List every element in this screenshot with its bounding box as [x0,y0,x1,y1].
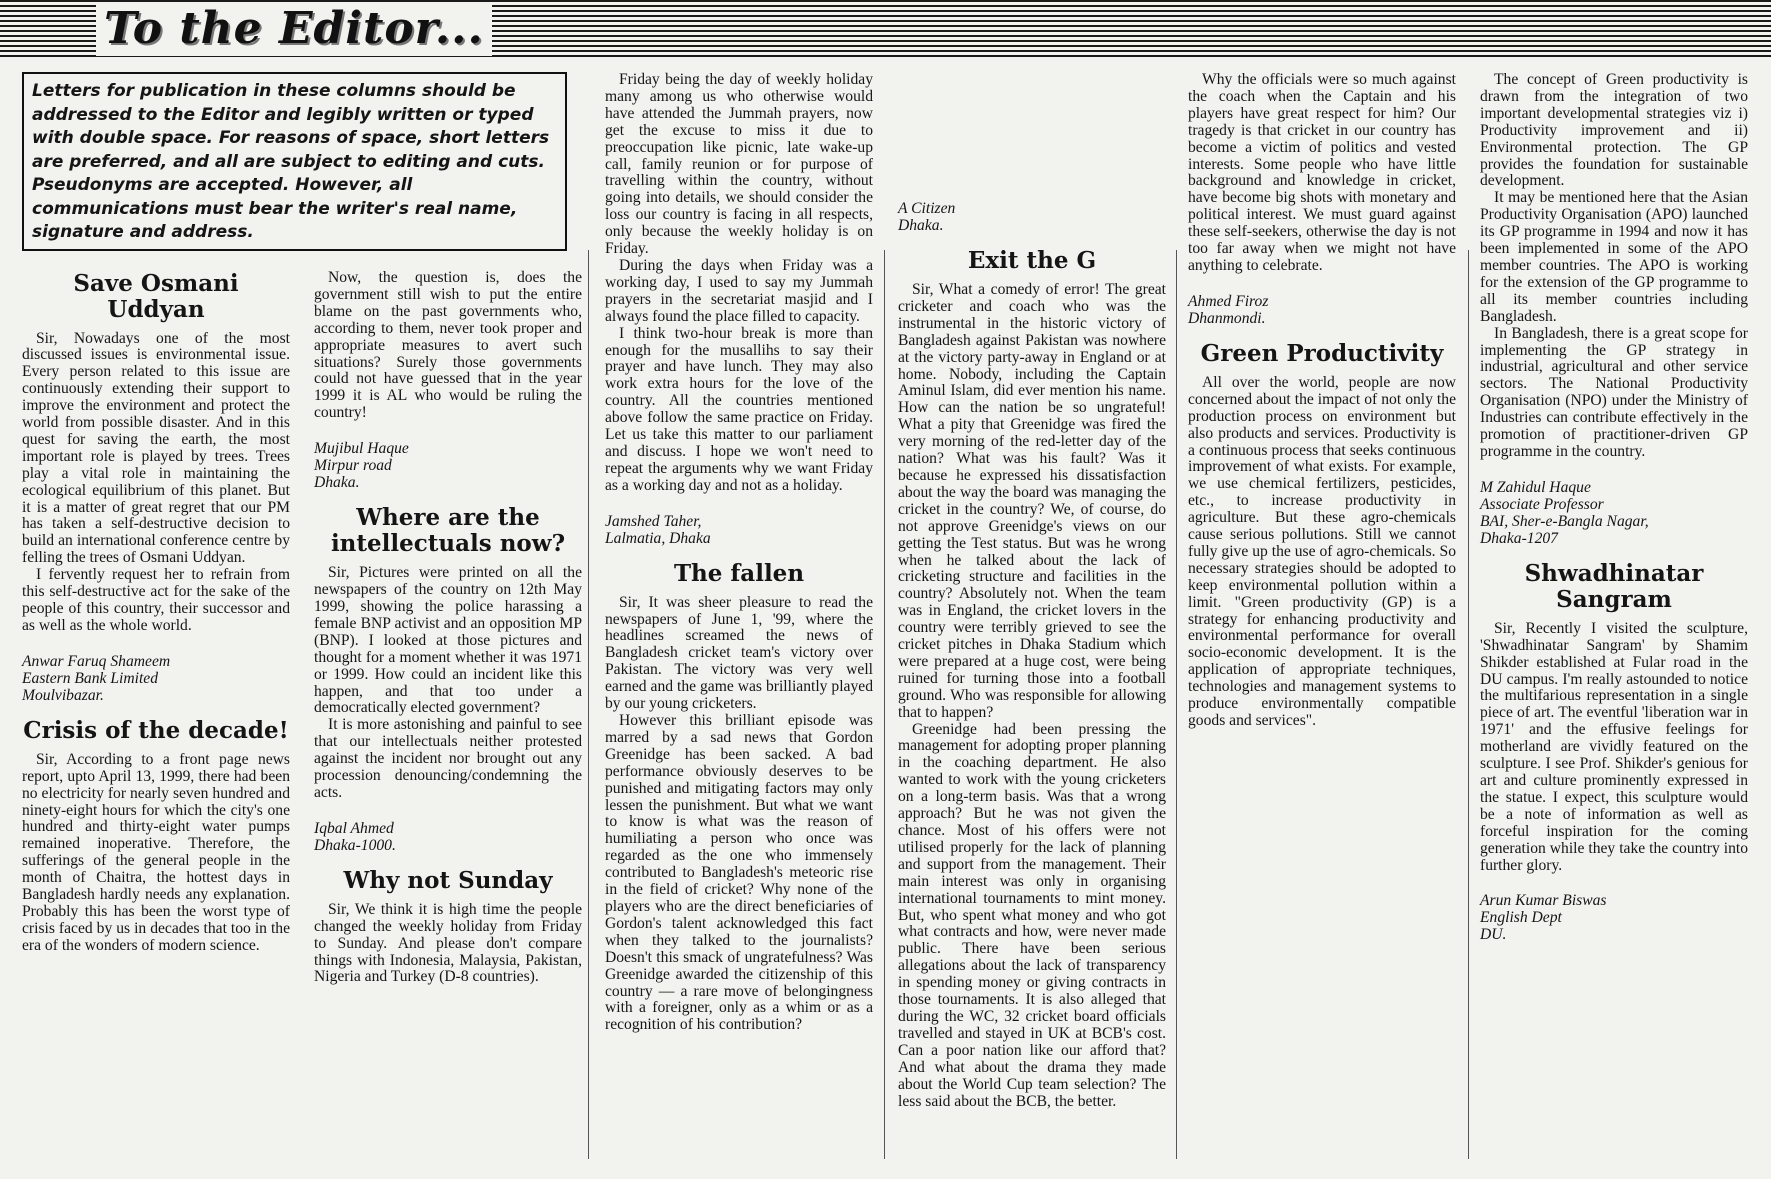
signature-line: Moulvibazar. [22,686,104,704]
letter-body: Now, the question is, does the government still wish to put the entire blame on the past governments who, according to them, never took proper and appropriate measures to avert such situations? Surely those governments could not have guessed that in the year 1999 it is AL who would be ruling the country! [314,269,582,422]
letter-signature [1480,479,1748,547]
column-rule [1176,250,1177,1159]
signature-line: Lalmatia, Dhaka [605,529,711,547]
signature-name: Arun Kumar Biswas [1480,892,1607,910]
column-2 [314,270,582,986]
editor-notice: Letters for publication in these columns should be addressed to the Editor and legibly written or typed with double space. For reasons of space, short letters are preferred, and all are subject to editing and cuts. Pseudonyms are accepted. However, all communications must bear the writer's real name, signature and address. [22,72,567,251]
letter-signature [314,440,582,491]
signature-name: Ahmed Firoz [1188,292,1269,310]
signature-line: Dhaka-1207 [1480,529,1558,547]
letter-body: Sir, Nowadays one of the most discussed issues is environmental issue. Every person related to this issue are continuously extending their support to improve the environment and protect the world from possible disaster. And in this quest for saving the earth, the most important role is played by trees. Trees play a vital role in maintaining the ecological equilibrium of this planet. But it is a matter of great regret that our PM has taken a self-destructive decision to build an international conference centre by felling the trees of Osmani Uddyan. [22,329,290,567]
letter-body: Sir, Pictures were printed on all the newspapers of the country on 12th May 1999, showing the police harassing a female BNP activist and an opposition MP (BNP). I looked at those pictures and thought for a moment whether it was 1971 or 1999. How could an incident like this happen, and that too under a democratically elected government? [314,564,582,717]
letter-body: Friday being the day of weekly holiday many among us who otherwise would have attended the Jummah prayers, now get the excuse to miss it due to preoccupation like picnic, late wake-up call, family reunion or for purpose of travelling within the country, without going into details, we should consider the loss our country is facing in all respects, only because the weekly holiday is on Friday. [605,71,873,258]
letter-body: I think two-hour break is more than enough for the musallihs to say their prayer and have lunch. They may also work extra hours for the love of the country. All the countries mentioned above follow the same practice on Friday. Let us take this matter to our parliament and discuss. I hope we won't need to repeat the arguments why we want Friday as a working day and not as a holiday. [605,324,873,494]
letter-title: Crisis of the decade! [23,716,289,744]
signature-line: Mirpur road [314,457,392,475]
signature-line: Associate Professor [1480,495,1604,513]
letter-title: Shwadhinatar Sangram [1524,559,1704,613]
signature-line: Dhaka-1000. [314,836,396,854]
signature-name: M Zahidul Haque [1480,478,1591,496]
signature-line: Dhanmondi. [1188,309,1266,327]
column-5 [1188,72,1456,730]
letter-signature [605,513,873,547]
letter-title: Where are the intellectuals now? [330,504,566,558]
column-4 [898,72,1166,1110]
signature-name: A Citizen [898,200,956,217]
letter-body: I fervently request her to refrain from this self-destructive act for the sake of the people of this country, their successor and as well as the whole world. [22,566,290,634]
signature-name: Iqbal Ahmed [314,819,394,837]
letter-signature [1188,293,1456,327]
letter-body: In Bangladesh, there is a great scope for implementing the GP strategy in industrial, agricultural and other service sectors. The National Productivity Organisation (NPO) under the Ministry of Industries can contribute effectively in the promotion of practitioner-driven GP programme in the country. [1480,324,1748,460]
signature-name: Mujibul Haque [314,440,409,458]
letter-title: Why not Sunday [343,866,553,894]
signature-name: Jamshed Taher, [605,512,702,530]
signature-line: Dhaka. [898,217,944,234]
signature-line: Dhaka. [314,474,360,492]
letter-body: Sir, We think it is high time the people changed the weekly holiday from Friday to Sunday. And please don't compare things with Indonesia, Malaysia, Pakistan, Nigeria and Turkey (D-8 countries). [314,900,582,986]
column-3 [605,72,873,1034]
letter-title: Save Osmani Uddyan [73,269,239,323]
column-rule [588,250,589,1159]
letter-body: It is more astonishing and painful to see that our intellectuals neither protested against the incident nor brought out any procession denouncing/condemning the acts. [314,716,582,801]
signature-line: Eastern Bank Limited [22,669,158,687]
letter-signature [22,653,290,704]
letter-body: Sir, It was sheer pleasure to read the newspapers of June 1, '99, where the headlines screamed the news of Bangladesh cricket team's victory over Pakistan. The victory was very well earned and the game was brilliantly played by our young cricketers. [605,593,873,713]
letter-body: However this brilliant episode was marred by a sad news that Gordon Greenidge has been sacked. A bad performance obviously deserves to be punished and mitigating factors may only lessen the punishment. But what we want to know is what was the reason of humiliating a person who once was regarded as the one who immensely contributed to Bangladesh's meteoric rise in the field of cricket? Why none of the players who are the direct beneficiaries of Gordon's talent acknowledged this fact when they talked to the journalists? Doesn't this smack of ungratefulness? Was Greenidge awarded the citizenship of this country — a rare move of belongingness with a foreigner, only as a whim or as a recognition of his contribution? [605,712,873,1034]
section-title: To the Editor... [96,2,492,56]
letter-body: During the days when Friday was a working day, I used to say my Jummah prayers in the secretariat masjid and I always found the place filled to capacity. [605,256,873,325]
letter-body: The concept of Green productivity is drawn from the integration of two important developmental strategies viz i) Productivity improvement and ii) Environmental protection. The GP provides the foundation for sustainable development. [1480,71,1748,190]
letter-body: All over the world, people are now concerned about the impact of not only the production process on environment but also products and services. Productivity is a continuous process that seeks continuous improvement of what exists. For example, we use chemical fertilizers, pesticides, etc., to increase productivity in agriculture. But these agro-chemicals cause serious pollutions. Still we cannot fully give up the use of agro-chemicals. So necessary strategies should be adopted to keep environmental pollution within a limit. "Green productivity (GP) is a strategy for enhancing productivity and environmental performance for overall socio-economic development. It is the application of appropriate techniques, technologies and management systems to produce environmentally compatible goods and services". [1188,373,1456,729]
signature-line: BAI, Sher-e-Bangla Nagar, [1480,512,1649,530]
signature-line: English Dept [1480,909,1562,927]
column-rule [884,250,885,1159]
letter-signature [314,820,582,854]
letter-title: Green Productivity [1200,339,1444,367]
letter-title: Exit the G [967,247,1097,274]
letter-body: Greenidge had been pressing the management for adopting proper planning in the coaching department. He also wanted to work with the young cricketers on a long-term basis. Was that a wrong approach? But he was not given the chance. Most of his offers were not utilised properly for the lack of planning and support from the management. Their main interest was only in organising international tournaments to mint money. But, who spent what money and who got what contracts and how, were never made public. There have been serious allegations about the lack of transparency in spending money or giving contracts in those tournaments. It is also alleged that during the WC, 32 cricket board officials travelled and stayed in UK at BCB's cost. Can a poor nation like our afford that? And what about the drama they made about the World Cup team selection? The less said about the BCB, the better. [898,720,1166,1110]
letter-body: It may be mentioned here that the Asian Productivity Organisation (APO) launched its GP programme in 1994 and now it has been implemented in some of the APO member countries. The APO is working for the extension of the GP programme to all its member countries including Bangladesh. [1480,189,1748,325]
masthead [0,0,1771,58]
column-6 [1480,72,1748,957]
signature-name: Anwar Faruq Shameem [22,652,171,670]
letter-signature [898,200,1166,234]
letter-body: Sir, According to a front page news report, upto April 13, 1999, there had been no electricity for nearly seven hundred and ninety-eight hours for which the city's one hundred and thirty-eight water pumps remained inoperative. Therefore, the sufferings of the general people in the month of Chaitra, the hottest days in Bangladesh hardly needs any explanation. Probably this has been the worst type of crisis faced by us in decades that too in the era of the wonders of modern science. [22,750,290,954]
letter-title: The fallen [673,559,805,587]
letter-signature [1480,892,1748,943]
letter-body: Sir, Recently I visited the sculpture, 'Shwadhinatar Sangram' by Shamim Shikder established at Fular road in the DU campus. I'm really astounded to notice the multifarious representation in a single piece of art. The eventful 'liberation war in 1971' and the effusive feelings for motherland are vividly featured on the sculpture. I see Prof. Shikder's genious for art and culture prominently expressed in the statue. I expect, this sculpture would be a note of information as well as forceful inspiration for the coming generation while they take the country into further glory. [1480,619,1748,874]
column-rule [1468,250,1469,1159]
signature-line: DU. [1480,926,1507,944]
letter-body: Sir, What a comedy of error! The great cricketer and coach who was the instrumental in the historic victory of Bangladesh against Pakistan was nowhere at the victory party-away in England or at home. Nobody, including the Captain Aminul Islam, did ever mention his name. How can the nation be so ungrateful! What a pity that Greenidge was fired the very morning of the red-letter day of the nation? What was his fault? Was it because he expressed his dissatisfaction about the way the board was managing the cricket in the country? We, of course, do not approve Greenidge's views on our getting the Test status. But was he wrong when he talked about the lack of cricketing structure and facilities in the country? Absolutely not. When the team was in England, the cricket lovers in the country were terribly grieved to see the cricket pitches in Dhaka Stadium which were prepared at a huge cost, were being ruined for turning those into a football ground. Who was responsible for allowing that to happen? [898,281,1166,721]
letter-body: Why the officials were so much against the coach when the Captain and his players have great respect for him? Our tragedy is that cricket in our country has become a victim of politics and vested interests. Some people who have little background and knowledge in cricket, have become big shots with monetary and political interest. We must guard against these self-seekers, otherwise the day is not too far away when we might not have anything to celebrate. [1188,71,1456,274]
letter-osmani [22,265,290,955]
